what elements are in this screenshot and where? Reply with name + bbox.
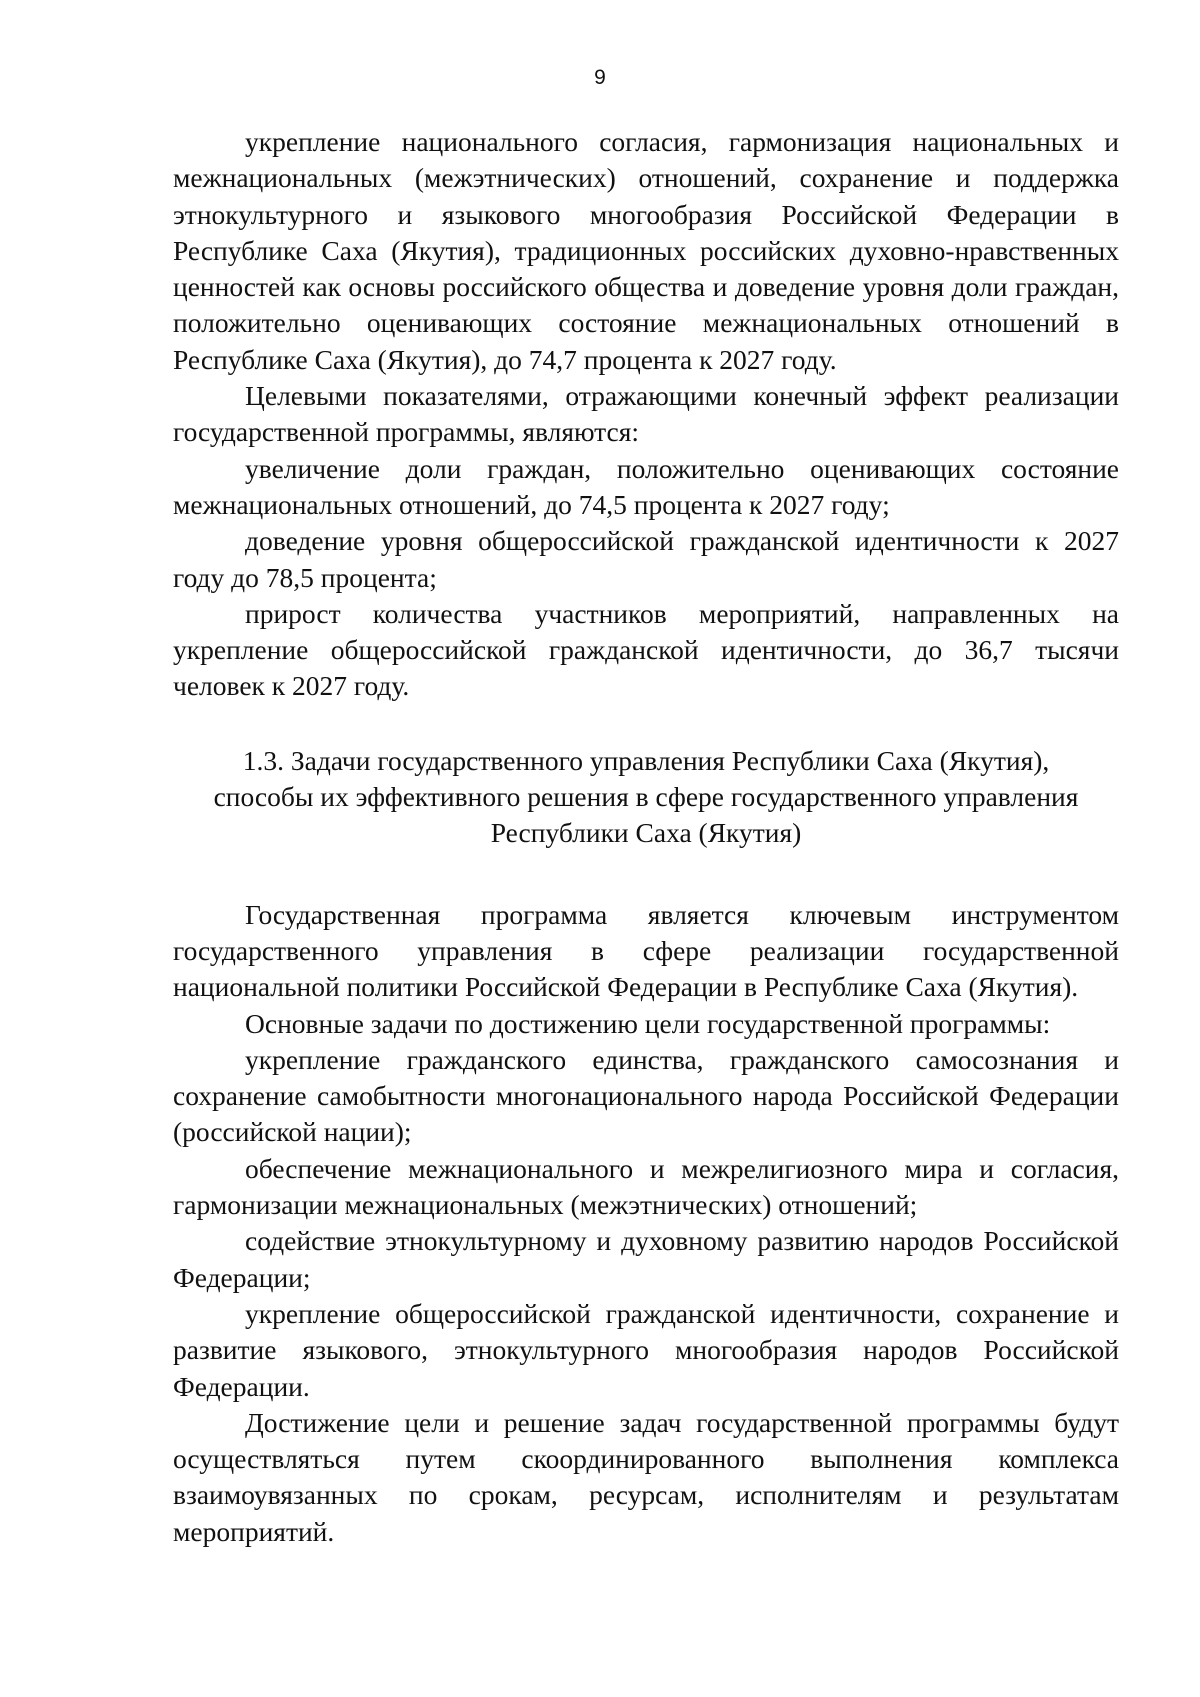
document-body [173,124,1119,1550]
paragraph-indicator-participants: прирост количества участников мероприятий, направленных на укрепление общероссийской гражданской идентичности, до 36,7 тысячи человек к 2027 году. [173,597,1119,702]
paragraph-task-ethnocultural-development: содействие этнокультурному и духовному развитию народов Российской Федерации; [173,1225,1119,1293]
paragraph-goal: укрепление национального согласия, гармонизация национальных и межнациональных (межэтнических) отношений, сохранение и поддержка этнокультурного и языкового многообразия Российской Федерации в Республике Саха (Якутия), традиционных российских духовно-нравственных ценностей как основы российского общества и доведение уровня доли граждан, положительно оценивающих состояние межнациональных отношений в Республике Саха (Якутия), до 74,7 процента к 2027 году. [173,126,1119,375]
paragraph-task-interethnic-peace: обеспечение межнационального и межрелигиозного мира и согласия, гармонизации межнациональных (межэтнических) отношений; [173,1152,1119,1221]
paragraph-target-indicators-intro: Целевыми показателями, отражающими конечный эффект реализации государственной программы, являются: [173,380,1119,448]
page-number: 9 [594,66,606,89]
paragraph-implementation: Достижение цели и решение задач государственной программы будут осуществляться путем скоординированного выполнения комплекса взаимоувязанных по срокам, ресурсам, исполнителям и результатам мероприятий. [173,1406,1119,1547]
section-heading-line: Республики Саха (Якутия) [490,817,802,849]
section-heading-line: 1.3. Задачи государственного управления Республики Саха (Якутия), [242,744,1050,776]
paragraph-main-tasks-intro: Основные задачи по достижению цели государственной программы: [245,1007,1051,1039]
paragraph-program-instrument: Государственная программа является ключевым инструментом государственного управления в сфере реализации государственной национальной политики Российской Федерации в Республике Саха (Якутия). [173,898,1119,1003]
paragraph-indicator-civic-identity: доведение уровня общероссийской гражданской идентичности к 2027 году до 78,5 процента; [173,525,1119,593]
paragraph-task-civic-identity: укрепление общероссийской гражданской идентичности, сохранение и развитие языкового, этнокультурного многообразия народов Российской Федерации. [173,1297,1119,1402]
section-heading-line: способы их эффективного решения в сфере государственного управления [213,781,1079,813]
paragraph-task-civic-unity: укрепление гражданского единства, гражданского самосознания и сохранение самобытности многонационального народа Российской Федерации (российской нации); [173,1043,1119,1148]
section-heading [173,743,1119,852]
paragraph-indicator-share-citizens: увеличение доли граждан, положительно оценивающих состояние межнациональных отношений, до 74,5 процента к 2027 году; [173,452,1119,520]
